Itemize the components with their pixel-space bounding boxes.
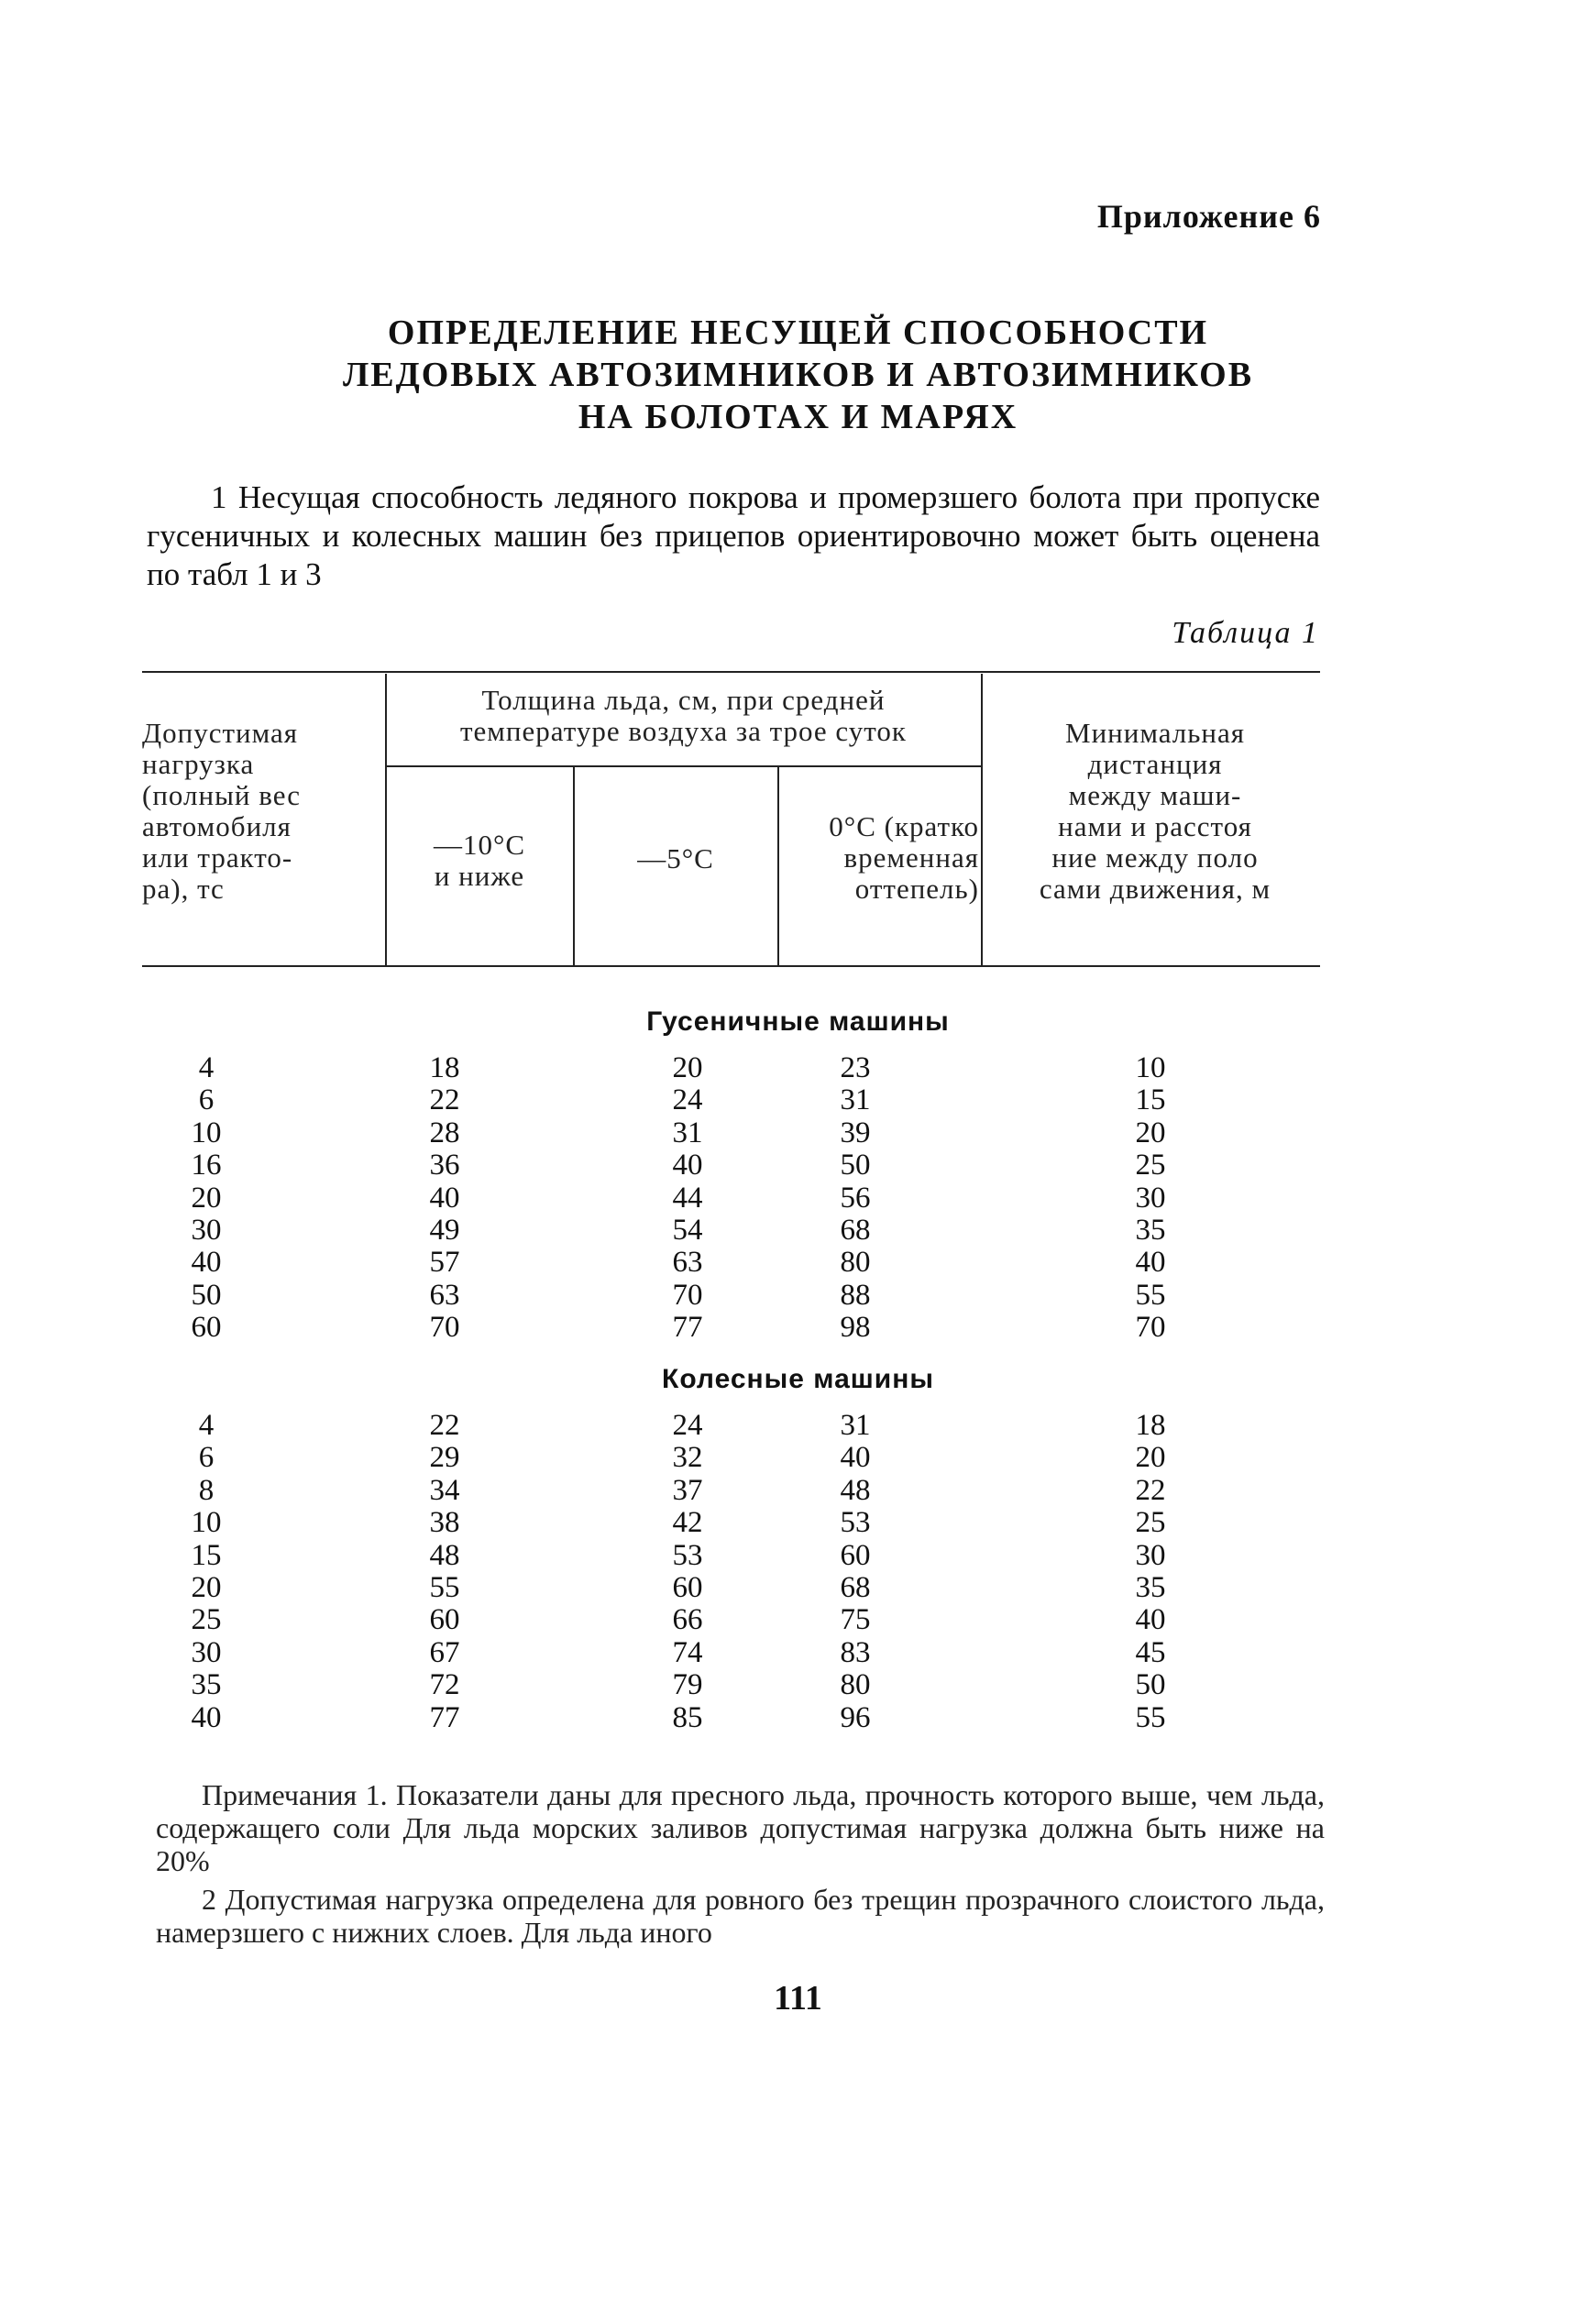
table-cell: 50 [191, 1278, 222, 1312]
table-cell: 55 [1135, 1700, 1166, 1734]
table-cell: 63 [429, 1278, 460, 1312]
table-cell: 60 [672, 1571, 703, 1604]
table-cell: 22 [1135, 1473, 1166, 1507]
table-cell: 40 [429, 1181, 460, 1215]
table-cell: 98 [840, 1311, 871, 1345]
table-cell: 44 [672, 1181, 703, 1215]
table-cell: 53 [840, 1506, 871, 1540]
table-cell: 10 [191, 1116, 222, 1149]
table-cell: 25 [1135, 1506, 1166, 1540]
table-cell: 75 [840, 1603, 871, 1637]
table-cell: 20 [191, 1571, 222, 1604]
table-cell: 40 [191, 1700, 222, 1734]
table-cell: 42 [672, 1506, 703, 1540]
table-cell: 72 [429, 1668, 460, 1702]
table-row [0, 1182, 1596, 1215]
header-distance: Минимальная дистанция между маши- нами и расстоя ние между поло сами движения, м [1039, 717, 1271, 905]
table-cell: 30 [1135, 1538, 1166, 1572]
table-cell: 60 [840, 1538, 871, 1572]
table-cell: 31 [672, 1116, 703, 1149]
table-cell: 55 [429, 1571, 460, 1604]
table-cell: 24 [672, 1409, 703, 1442]
table-cell: 32 [672, 1441, 703, 1475]
table-caption: Таблица 1 [1172, 616, 1319, 650]
section-title-wheeled: Колесные машины [662, 1364, 934, 1394]
table-header [142, 674, 1320, 965]
table-row [0, 1051, 1596, 1084]
section-title-tracked: Гусеничные машины [646, 1006, 950, 1037]
table-cell: 6 [198, 1441, 215, 1475]
table-row [0, 1441, 1596, 1474]
table-cell: 22 [429, 1083, 460, 1117]
table-cell: 18 [1135, 1409, 1166, 1442]
table-cell: 23 [840, 1051, 871, 1084]
table-cell: 22 [429, 1409, 460, 1442]
table-cell: 57 [429, 1246, 460, 1280]
title-line-1: ОПРЕДЕЛЕНИЕ НЕСУЩЕЙ СПОСОБНОСТИ [387, 313, 1209, 352]
table-row [0, 1409, 1596, 1442]
table-top-rule [142, 671, 1320, 673]
table-cell: 4 [198, 1051, 215, 1084]
table-cell: 79 [672, 1668, 703, 1702]
table-cell: 70 [1135, 1311, 1166, 1345]
header-minus-5: —5°С [637, 842, 714, 874]
table-cell: 40 [672, 1149, 703, 1182]
table-cell: 55 [1135, 1278, 1166, 1312]
table-row [0, 1474, 1596, 1507]
table-cell: 45 [1135, 1635, 1166, 1669]
table-cell: 77 [429, 1700, 460, 1734]
table-cell: 31 [840, 1409, 871, 1442]
header-zero: 0°С (кратко временная оттепель) [829, 810, 979, 905]
table-cell: 15 [1135, 1083, 1166, 1117]
table-cell: 20 [1135, 1116, 1166, 1149]
table-cell: 68 [840, 1214, 871, 1247]
table-row [0, 1311, 1596, 1344]
notes [156, 1778, 1325, 1954]
header-load: Допустимая нагрузка (полный вес автомобиля или тракто- ра), тс [142, 717, 301, 905]
table-cell: 68 [840, 1571, 871, 1604]
table-cell: 25 [1135, 1149, 1166, 1182]
table-cell: 24 [672, 1083, 703, 1117]
table-cell: 63 [672, 1246, 703, 1280]
table-cell: 36 [429, 1149, 460, 1182]
header-thickness: Толщина льда, см, при средней температуре воздуха за трое суток [460, 684, 907, 747]
table-row [0, 1701, 1596, 1734]
table-cell: 35 [191, 1668, 222, 1702]
table-cell: 30 [191, 1214, 222, 1247]
table-cell: 50 [840, 1149, 871, 1182]
table-cell: 49 [429, 1214, 460, 1247]
table-row [0, 1539, 1596, 1572]
table-cell: 35 [1135, 1214, 1166, 1247]
table-cell: 34 [429, 1473, 460, 1507]
table-cell: 70 [672, 1278, 703, 1312]
table-cell: 53 [672, 1538, 703, 1572]
table-cell: 20 [1135, 1441, 1166, 1475]
table-cell: 31 [840, 1083, 871, 1117]
table-cell: 29 [429, 1441, 460, 1475]
table-cell: 88 [840, 1278, 871, 1312]
header-minus-10: —10°С и ниже [433, 829, 526, 892]
table-cell: 80 [840, 1668, 871, 1702]
table-cell: 20 [191, 1181, 222, 1215]
table-cell: 48 [429, 1538, 460, 1572]
header-divider [385, 674, 387, 965]
intro-paragraph: 1 Несущая способность ледяного покрова и промерзшего болота при пропуске гусеничных и колесных машин без прицепов ориентировочно может быть оценена по табл 1 и 3 [147, 479, 1320, 592]
table-cell: 39 [840, 1116, 871, 1149]
table-cell: 67 [429, 1635, 460, 1669]
table-row [0, 1636, 1596, 1669]
table-cell: 56 [840, 1181, 871, 1215]
table-cell: 85 [672, 1700, 703, 1734]
table-cell: 83 [840, 1635, 871, 1669]
table-cell: 74 [672, 1635, 703, 1669]
table-cell: 40 [191, 1246, 222, 1280]
table-cell: 10 [191, 1506, 222, 1540]
table-row [0, 1571, 1596, 1604]
table-cell: 16 [191, 1149, 222, 1182]
table-cell: 60 [429, 1603, 460, 1637]
table-row [0, 1214, 1596, 1247]
table-cell: 4 [198, 1409, 215, 1442]
header-divider [385, 765, 981, 767]
table-cell: 28 [429, 1116, 460, 1149]
table-cell: 37 [672, 1473, 703, 1507]
table-cell: 80 [840, 1246, 871, 1280]
table-cell: 40 [1135, 1603, 1166, 1637]
table-cell: 50 [1135, 1668, 1166, 1702]
table-cell: 35 [1135, 1571, 1166, 1604]
note-2: 2 Допустимая нагрузка определена для ровного без трещин прозрачного слоистого льда, намерзшего с нижних слоев. Для льда иного [156, 1883, 1325, 1949]
appendix-label: Приложение 6 [1096, 198, 1321, 235]
table-cell: 54 [672, 1214, 703, 1247]
table-row [0, 1149, 1596, 1182]
table-row [0, 1279, 1596, 1312]
table-row [0, 1246, 1596, 1279]
table-row [0, 1116, 1596, 1149]
table-cell: 8 [198, 1473, 215, 1507]
table-cell: 77 [672, 1311, 703, 1345]
page-number: 111 [774, 1979, 822, 2018]
header-divider [981, 674, 983, 965]
table-cell: 20 [672, 1051, 703, 1084]
table-row [0, 1603, 1596, 1636]
table-cell: 38 [429, 1506, 460, 1540]
table-row [0, 1083, 1596, 1116]
table-cell: 10 [1135, 1051, 1166, 1084]
table-cell: 25 [191, 1603, 222, 1637]
title-line-2: ЛЕДОВЫХ АВТОЗИМНИКОВ И АВТОЗИМНИКОВ [342, 356, 1254, 394]
table-cell: 40 [1135, 1246, 1166, 1280]
title-line-3: НА БОЛОТАХ И МАРЯХ [578, 398, 1018, 436]
table-cell: 30 [191, 1635, 222, 1669]
table-cell: 18 [429, 1051, 460, 1084]
table-cell: 60 [191, 1311, 222, 1345]
table-row [0, 1506, 1596, 1539]
table-row [0, 1668, 1596, 1701]
page-title [0, 312, 1596, 438]
table-cell: 70 [429, 1311, 460, 1345]
table-cell: 6 [198, 1083, 215, 1117]
table-header-bottom-rule [142, 965, 1320, 967]
table-cell: 48 [840, 1473, 871, 1507]
table-cell: 96 [840, 1700, 871, 1734]
table-cell: 40 [840, 1441, 871, 1475]
table-cell: 66 [672, 1603, 703, 1637]
table-cell: 15 [191, 1538, 222, 1572]
note-1: Примечания 1. Показатели даны для пресного льда, прочность которого выше, чем льда, содержащего соли Для льда морских заливов допустимая нагрузка должна быть ниже на 20% [156, 1778, 1325, 1877]
table-cell: 30 [1135, 1181, 1166, 1215]
